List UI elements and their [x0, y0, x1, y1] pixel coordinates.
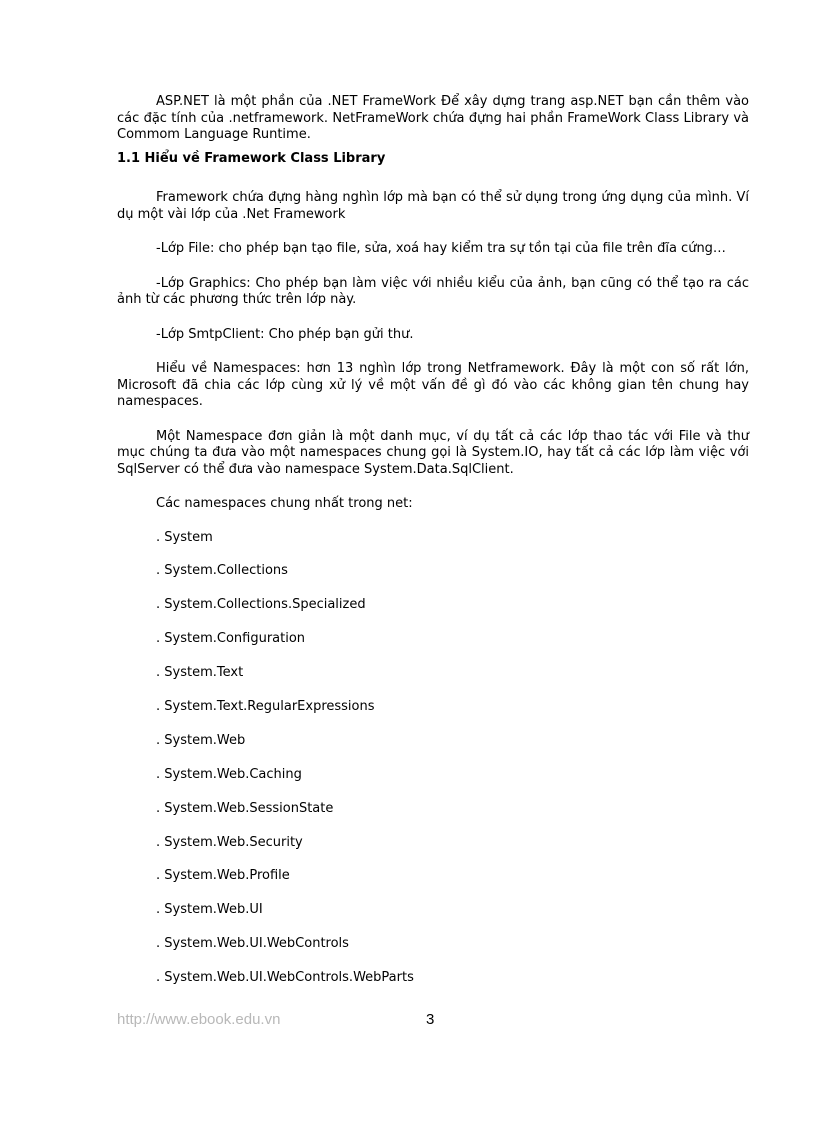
list-item: . System.Web.Security: [156, 834, 303, 850]
list-item: . System.Web.UI.WebControls: [156, 936, 349, 952]
list-item: . System.Configuration: [156, 631, 306, 647]
list-item: . System.Web.Caching: [156, 766, 302, 782]
paragraph-graphics-class: -Lớp Graphics: Cho phép bạn làm việc với nhiều kiểu của ảnh, bạn cũng có thể tạo ra các ảnh từ các phương thức trên lớp này.: [117, 275, 749, 307]
intro-paragraph: ASP.NET là một phần của .NET FrameWork Để xây dựng trang asp.NET bạn cần thêm vào các đặc tính của .netframework. NetFrameWork chứa đựng hai phần FrameWork Class Library và Commom Language Runtime.: [117, 94, 749, 142]
list-item: . System.Text.RegularExpressions: [156, 698, 375, 714]
paragraph-smtpclient-class: -Lớp SmtpClient: Cho phép bạn gửi thư.: [156, 326, 414, 342]
paragraph-namespaces: Hiểu về Namespaces: hơn 13 nghìn lớp trong Netframework. Đây là một con số rất lớn, Microsoft đã chia các lớp cùng xử lý về một vấn đề gì đó vào các không gian tên chung hay namespaces.: [117, 361, 749, 409]
list-item: . System.Collections: [156, 563, 288, 579]
list-item: . System.Collections.Specialized: [156, 597, 366, 613]
paragraph-framework: Framework chứa đựng hàng nghìn lớp mà bạn có thể sử dụng trong ứng dụng của mình. Ví dụ một vài lớp của .Net Framework: [117, 190, 749, 222]
page-content: [117, 94, 749, 1004]
list-item: . System.Web.SessionState: [156, 800, 334, 816]
list-item: . System.Web.UI: [156, 902, 263, 918]
paragraph-file-class: -Lớp File: cho phép bạn tạo file, sửa, xoá hay kiểm tra sự tồn tại của file trên đĩa cứng…: [156, 241, 726, 256]
namespace-list: [117, 530, 749, 987]
list-item: . System: [156, 529, 213, 545]
paragraph-common-namespaces: Các namespaces chung nhất trong net:: [156, 496, 413, 511]
page-number: 3: [426, 1011, 435, 1028]
list-item: . System.Text: [156, 665, 244, 681]
section-heading: 1.1 Hiểu về Framework Class Library: [117, 150, 386, 166]
paragraph-namespace-definition: Một Namespace đơn giản là một danh mục, ví dụ tất cả các lớp thao tác với File và thư mục chúng ta đưa vào một namespaces chung gọi là System.IO, hay tất cả các lớp làm việc với SqlServer có thể đưa vào namespace System.Data.SqlClient.: [117, 428, 749, 477]
footer-url: http://www.ebook.edu.vn: [117, 1011, 281, 1028]
list-item: . System.Web: [156, 732, 246, 748]
list-item: . System.Web.UI.WebControls.WebParts: [156, 970, 414, 986]
list-item: . System.Web.Profile: [156, 868, 290, 884]
